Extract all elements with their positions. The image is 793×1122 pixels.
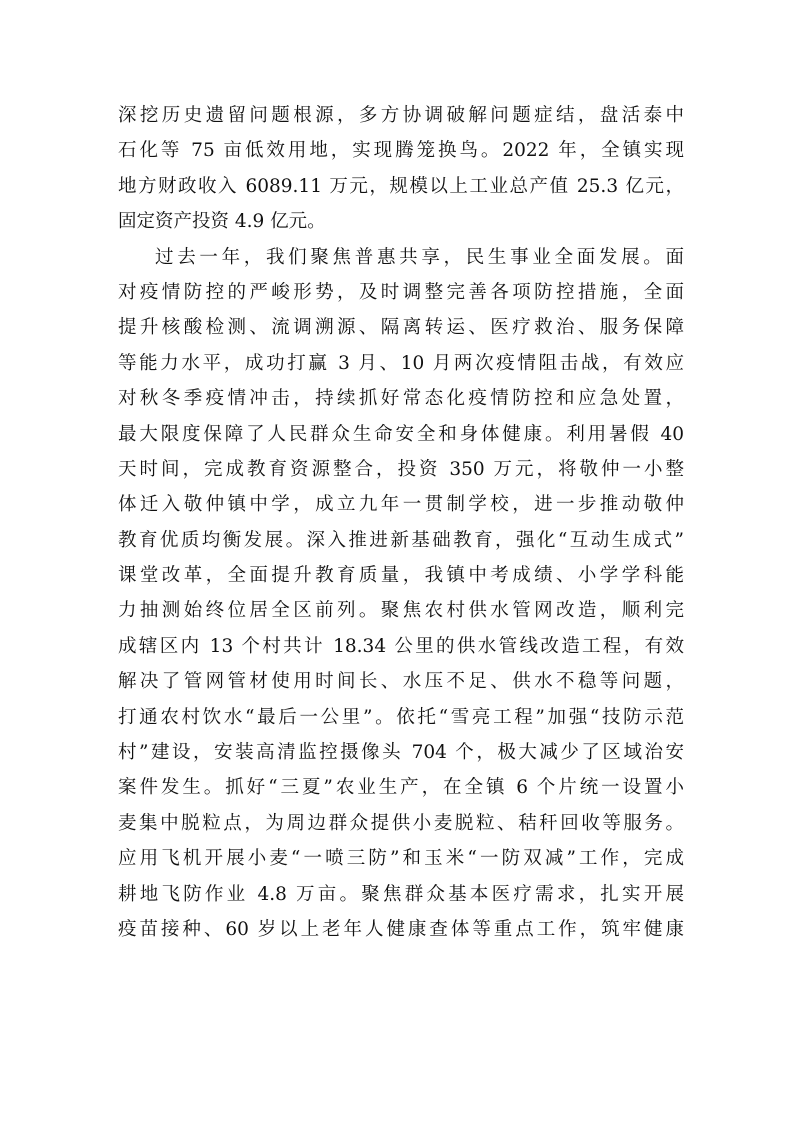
text-line: 疫苗接种、60 岁以上老年人健康查体等重点工作，筑牢健康 [118, 918, 684, 940]
text-line: 等能力水平，成功打赢 3 月、10 月两次疫情阻击战，有效应 [118, 352, 684, 374]
text-line: 成辖区内 13 个村共计 18.34 公里的供水管线改造工程，有效 [118, 635, 684, 657]
text-line: 课堂改革，全面提升教育质量，我镇中考成绩、小学学科能 [118, 565, 684, 587]
text-line: 应用飞机开展小麦“一喷三防”和玉米“一防双减”工作，完成 [118, 848, 684, 870]
paragraph-start-line: 过去一年，我们聚焦普惠共享，民生事业全面发展。面 [155, 246, 684, 268]
text-line: 提升核酸检测、流调溯源、隔离转运、医疗救治、服务保障 [118, 317, 684, 339]
text-line: 教育优质均衡发展。深入推进新基础教育，强化“互动生成式” [118, 529, 684, 551]
text-line: 体迁入敬仲镇中学，成立九年一贯制学校，进一步推动敬仲 [118, 494, 684, 516]
text-line: 村”建设，安装高清监控摄像头 704 个，极大减少了区域治安 [118, 742, 684, 764]
text-line: 石化等 75 亩低效用地，实现腾笼换鸟。2022 年，全镇实现 [118, 140, 684, 162]
text-line: 对秋冬季疫情冲击，持续抓好常态化疫情防控和应急处置， [118, 388, 684, 410]
text-line: 天时间，完成教育资源整合，投资 350 万元，将敬仲一小整 [118, 458, 684, 480]
text-line: 深挖历史遗留问题根源，多方协调破解问题症结，盘活泰中 [118, 105, 684, 126]
text-line: 耕地飞防作业 4.8 万亩。聚焦群众基本医疗需求，扎实开展 [118, 883, 684, 905]
text-line: 最大限度保障了人民群众生命安全和身体健康。利用暑假 40 [118, 423, 684, 445]
text-line: 案件发生。抓好“三夏”农业生产，在全镇 6 个片统一设置小 [118, 777, 684, 799]
text-line: 打通农村饮水“最后一公里”。依托“雪亮工程”加强“技防示范 [118, 706, 684, 728]
text-line: 麦集中脱粒点，为周边群众提供小麦脱粒、秸秆回收等服务。 [118, 812, 684, 834]
body-text [118, 98, 684, 947]
paragraph-end-line: 固定资产投资 4.9 亿元。 [118, 211, 326, 233]
text-line: 解决了管网管材使用时间长、水压不足、供水不稳等问题， [118, 671, 684, 693]
text-line: 对疫情防控的严峻形势，及时调整完善各项防控措施，全面 [118, 281, 684, 303]
text-line: 地方财政收入 6089.11 万元，规模以上工业总产值 25.3 亿元， [118, 175, 684, 197]
text-line: 力抽测始终位居全区前列。聚焦农村供水管网改造，顺利完 [118, 600, 684, 622]
